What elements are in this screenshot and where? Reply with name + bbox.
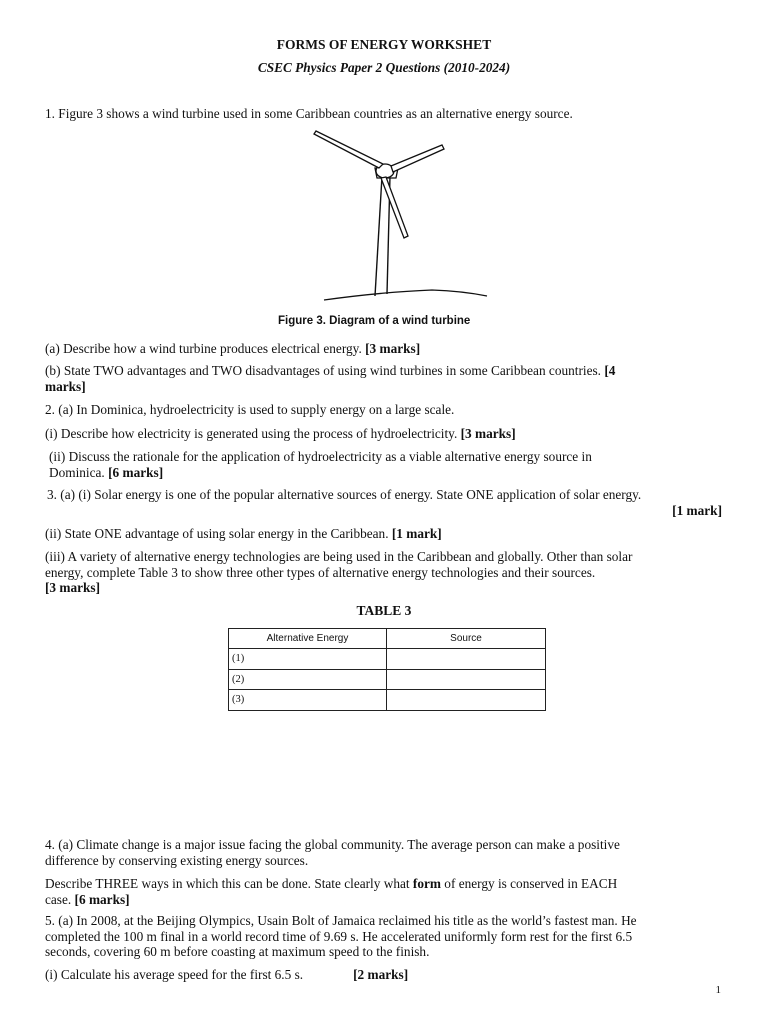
table-title: TABLE 3 bbox=[356, 603, 412, 618]
q1a: (a) Describe how a wind turbine produces electrical energy. [3 marks] bbox=[45, 341, 421, 356]
table-header-source: Source bbox=[387, 629, 546, 649]
blade-right bbox=[391, 145, 444, 172]
ground-line bbox=[324, 290, 487, 300]
q1-intro: 1. Figure 3 shows a wind turbine used in some Caribbean countries as an alternative energy source. bbox=[45, 106, 573, 121]
q2a-ii: (ii) Discuss the rationale for the application of hydroelectricity as a viable alternative energy source in Dominica. [6 marks] bbox=[49, 449, 592, 480]
worksheet-title: FORMS OF ENERGY WORKSHET bbox=[276, 37, 492, 52]
q5a: 5. (a) In 2008, at the Beijing Olympics, Usain Bolt of Jamaica reclaimed his title as the world’s fastest man. He completed the 100 m final in a world record time of 9.69 s. He accelerated uniformly form rest for the first 6.5 seconds, covering 60 m before coasting at maximum speed to the finish. bbox=[45, 913, 637, 959]
blade-down bbox=[381, 177, 408, 238]
table-cell-empty bbox=[387, 649, 546, 670]
table-row bbox=[229, 669, 546, 690]
q4a: 4. (a) Climate change is a major issue facing the global community. The average person can make a positive difference by conserving existing energy sources. bbox=[45, 837, 620, 868]
tower-left bbox=[375, 176, 382, 296]
q2a-i: (i) Describe how electricity is generated using the process of hydroelectricity. [3 marks] bbox=[45, 426, 516, 441]
q2a: 2. (a) In Dominica, hydroelectricity is used to supply energy on a large scale. bbox=[45, 402, 455, 417]
table-3 bbox=[228, 628, 546, 711]
q4-describe: Describe THREE ways in which this can be done. State clearly what form of energy is conserved in EACH case. [6 marks] bbox=[45, 876, 618, 907]
blade-left bbox=[314, 131, 383, 168]
page-number: 1 bbox=[715, 984, 721, 996]
q3a-i-marks: [1 mark] bbox=[672, 503, 722, 518]
table-header-alternative-energy: Alternative Energy bbox=[229, 629, 387, 649]
table-row-label: (2) bbox=[229, 669, 387, 690]
q3a-ii: (ii) State ONE advantage of using solar energy in the Caribbean. [1 mark] bbox=[45, 526, 442, 541]
table-row-label: (3) bbox=[229, 690, 387, 711]
q3a-iii: (iii) A variety of alternative energy technologies are being used in the Caribbean and globally. Other than solar energy, complete Table 3 to show three other types of alternative energy technologies and their sources. [3 marks] bbox=[45, 549, 633, 595]
q3a-i: 3. (a) (i) Solar energy is one of the popular alternative sources of energy. State ONE application of solar energy. bbox=[47, 487, 642, 502]
wind-turbine-figure bbox=[262, 128, 508, 308]
table-row bbox=[229, 649, 546, 670]
table-row bbox=[229, 690, 546, 711]
worksheet-subtitle: CSEC Physics Paper 2 Questions (2010-2024) bbox=[257, 60, 511, 75]
table-row-label: (1) bbox=[229, 649, 387, 670]
table-cell-empty bbox=[387, 690, 546, 711]
figure-caption: Figure 3. Diagram of a wind turbine bbox=[278, 315, 471, 327]
q5a-i: (i) Calculate his average speed for the first 6.5 s. [2 marks] bbox=[45, 967, 409, 982]
q1b: (b) State TWO advantages and TWO disadvantages of using wind turbines in some Caribbean countries. [4 marks] bbox=[45, 363, 616, 394]
table-cell-empty bbox=[387, 669, 546, 690]
